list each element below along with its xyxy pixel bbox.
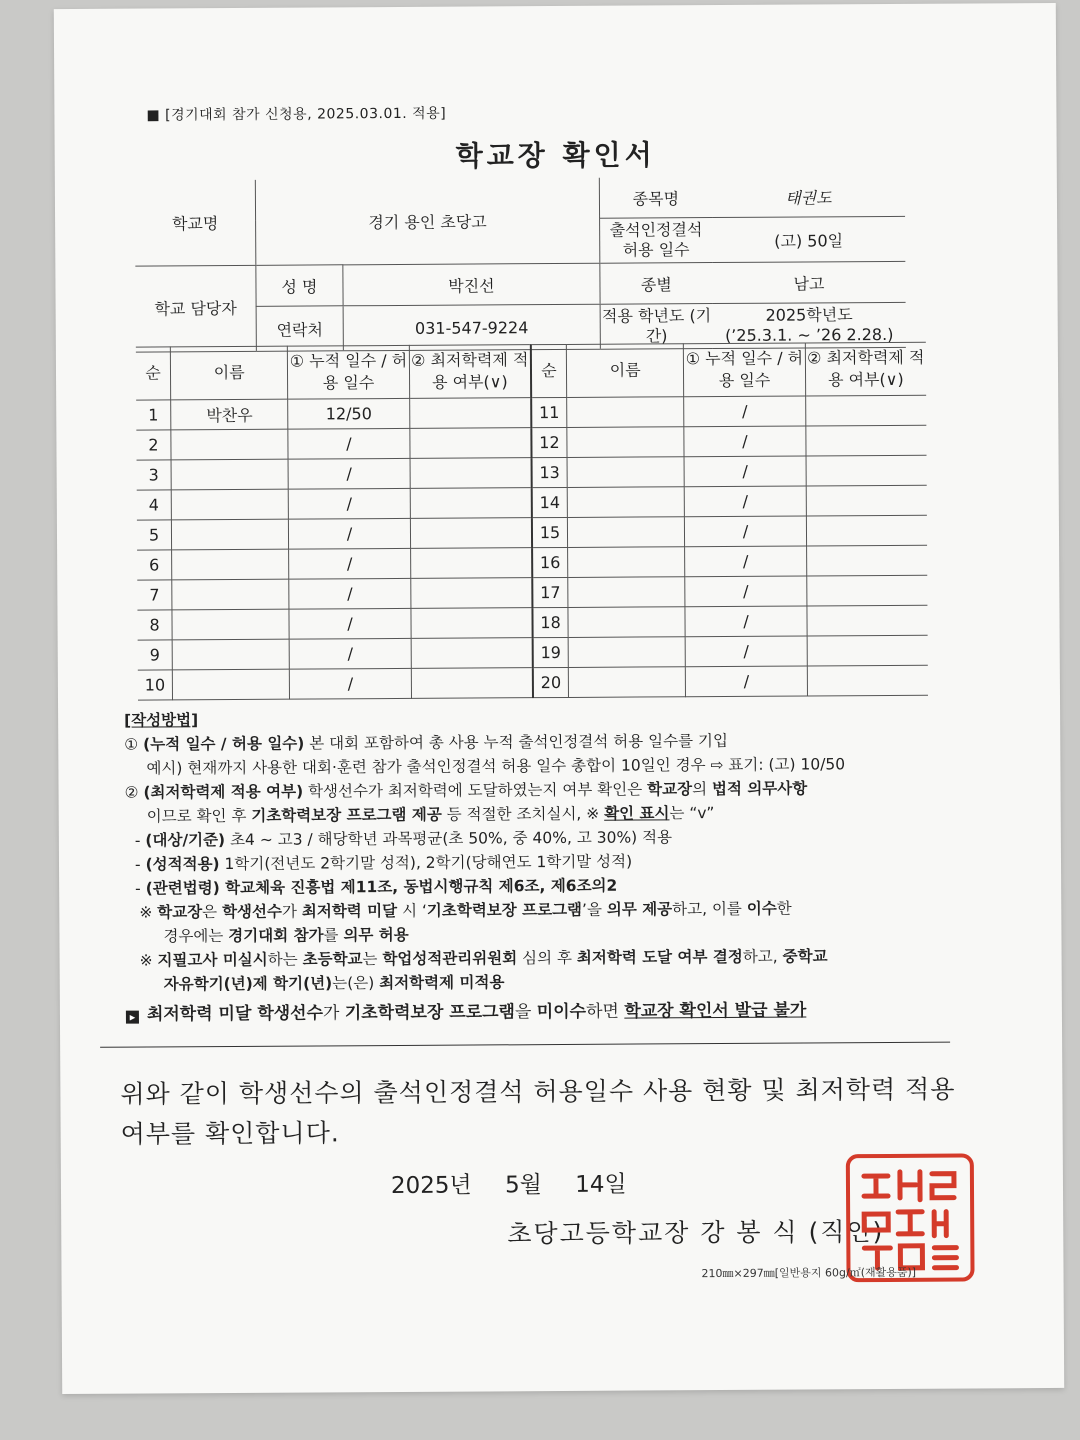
school-info-table xyxy=(135,176,906,353)
row-name xyxy=(171,429,288,460)
event-value: 태권도 xyxy=(712,176,905,218)
table-row xyxy=(136,395,926,430)
row-days: / xyxy=(289,488,410,519)
row-days: / xyxy=(684,426,805,457)
gender-value: 남고 xyxy=(712,261,905,303)
manager-name-value: 박진선 xyxy=(343,263,600,306)
row-no: 2 xyxy=(136,430,171,460)
instruction-text: 는 xyxy=(362,950,383,969)
row-name xyxy=(172,549,289,580)
row-min-check xyxy=(411,608,533,639)
row-min-check xyxy=(806,515,927,546)
row-name xyxy=(567,517,684,548)
row-name xyxy=(567,427,684,458)
row-name: 박찬우 xyxy=(171,399,288,430)
row-no: 3 xyxy=(137,460,172,490)
instruction-text: 1학기(전년도 2학기말 성적), 2학기(당해연도 1학기말 성적) xyxy=(219,852,633,874)
document-title: 학교장 확인서 xyxy=(455,138,656,173)
row-days: / xyxy=(685,606,806,637)
instruction-term: (누적 일수 / 허용 일수) xyxy=(143,734,305,754)
row-days: / xyxy=(288,458,409,489)
row-days: / xyxy=(289,578,410,609)
row-days: / xyxy=(685,486,806,517)
instruction-term: 학교장 xyxy=(647,780,693,799)
instruction-text: 경우에는 xyxy=(163,927,229,946)
row-min-check xyxy=(410,458,532,489)
dash: - xyxy=(134,855,146,874)
row-days: / xyxy=(684,396,805,427)
circled-two: ② xyxy=(124,783,139,802)
instruction-term: (최저학력제 적용 여부) xyxy=(143,782,304,802)
row-name xyxy=(567,487,684,518)
table-row xyxy=(137,545,927,580)
row-no: 14 xyxy=(532,487,568,517)
note-mark: ※ xyxy=(139,903,158,922)
row-no: 5 xyxy=(137,520,172,550)
instruction-text: 는 “v” xyxy=(669,804,715,823)
table-row xyxy=(137,575,927,610)
row-min-check xyxy=(806,485,927,516)
instruction-text: 하면 xyxy=(585,1001,625,1022)
instruction-term: 학교장 확인서 발급 불가 xyxy=(624,1000,807,1022)
instruction-text: 는(은) xyxy=(332,974,380,993)
row-min-check xyxy=(807,605,928,636)
col-days-header: ① 누적 일수 / 허용 일수 xyxy=(684,343,806,397)
row-no: 18 xyxy=(532,607,568,637)
row-no: 16 xyxy=(532,547,568,577)
instruction-term: 경기대회 참가 xyxy=(228,926,324,946)
row-no: 10 xyxy=(138,670,173,700)
col-no-header: 순 xyxy=(531,344,567,397)
row-name xyxy=(171,489,288,520)
row-no: 17 xyxy=(532,577,568,607)
row-name xyxy=(172,609,289,640)
instruction-warning-line xyxy=(126,997,976,1026)
row-min-check xyxy=(806,545,927,576)
row-name xyxy=(172,669,289,700)
col-name-header: 이름 xyxy=(566,344,684,398)
school-year-label: 적용 학년도 (기간) xyxy=(600,304,713,350)
row-name xyxy=(171,459,288,490)
row-name xyxy=(568,667,685,698)
row-min-check xyxy=(410,488,532,519)
instruction-text: 가 xyxy=(322,1003,345,1024)
table-row xyxy=(137,515,927,550)
row-no: 1 xyxy=(136,400,171,430)
instruction-text: ’을 xyxy=(581,900,607,919)
instruction-term: 확인 표시 xyxy=(604,804,670,823)
row-min-check xyxy=(806,575,927,606)
instruction-line xyxy=(126,967,976,996)
instructions-section xyxy=(124,703,976,1026)
circled-one: ① xyxy=(124,735,139,754)
gender-label: 종별 xyxy=(600,263,713,305)
row-name xyxy=(172,639,289,670)
row-no: 7 xyxy=(137,580,172,610)
instruction-text: 을 xyxy=(514,1002,537,1023)
row-name xyxy=(567,397,684,428)
row-name xyxy=(172,579,289,610)
instruction-term: 자유학기(년)제 학기(년) xyxy=(163,974,333,994)
row-no: 20 xyxy=(533,667,569,697)
instruction-term: 최저학력 미달 xyxy=(301,901,398,921)
row-no: 8 xyxy=(137,610,172,640)
row-min-check xyxy=(806,455,927,486)
instructions-title: [작성방법] xyxy=(124,711,199,730)
instruction-term: 미이수 xyxy=(536,1001,587,1023)
instruction-text: 의 xyxy=(691,780,713,799)
row-min-check xyxy=(409,398,531,429)
col-min-header: ② 최저학력제 적용 여부(∨) xyxy=(805,342,926,396)
instruction-term: 기초학력보장 프로그램 xyxy=(426,900,583,920)
note-mark: ※ xyxy=(139,951,158,970)
instruction-text: 학생선수가 최저학력에 도달하였는지 여부 확인은 xyxy=(303,780,648,801)
table-row xyxy=(137,485,927,520)
manager-name-label: 성 명 xyxy=(256,265,343,307)
row-name xyxy=(568,637,685,668)
instruction-text: 초4 ~ 고3 / 해당학년 과목평균(초 50%, 중 40%, 고 30%) 적용 xyxy=(225,828,673,850)
row-min-check xyxy=(410,518,532,549)
row-no: 11 xyxy=(531,397,567,427)
row-no: 13 xyxy=(531,457,567,487)
instruction-term: 법적 의무사항 xyxy=(711,779,808,799)
row-days: / xyxy=(290,638,411,669)
row-days: / xyxy=(289,548,410,579)
row-days: / xyxy=(686,666,807,697)
paper-size-note: 210㎜×297㎜[일반용지 60g/㎡(재활용품)] xyxy=(701,1265,917,1281)
row-days: / xyxy=(685,546,806,577)
instruction-text: 를 xyxy=(323,926,344,945)
row-min-check xyxy=(410,578,532,609)
manager-contact-value: 031-547-9224 xyxy=(343,304,600,351)
section-divider xyxy=(100,1042,950,1048)
row-min-check xyxy=(411,638,533,669)
instruction-term: 중학교 xyxy=(782,947,828,966)
row-days: / xyxy=(685,636,806,667)
instruction-term: (관련법령) 학교체육 진흥법 제11조, 동법시행규칙 제6조, 제6조의2 xyxy=(145,876,618,898)
principal-signature-line: 초당고등학교장 강 봉 식 (직인) xyxy=(507,1217,885,1249)
row-name xyxy=(568,577,685,608)
instruction-term: 기초학력보장 프로그램 xyxy=(344,1002,516,1024)
row-days: / xyxy=(288,428,409,459)
col-name-header: 이름 xyxy=(170,346,288,400)
row-min-check xyxy=(805,395,926,426)
row-name xyxy=(568,547,685,578)
row-days: / xyxy=(684,456,805,487)
table-row xyxy=(137,455,927,490)
row-name xyxy=(568,607,685,638)
row-min-check xyxy=(805,425,926,456)
table-row xyxy=(138,665,928,700)
table-row xyxy=(137,605,927,640)
instruction-term: 기초학력보장 프로그램 제공 xyxy=(251,805,442,825)
instruction-text: 본 대회 포함하여 총 사용 누적 출석인정결석 허용 일수를 기입 xyxy=(304,731,728,753)
instruction-term: 의무 허용 xyxy=(343,925,409,945)
instruction-text: 하고, 이를 xyxy=(672,899,747,919)
instruction-term: 의무 제공 xyxy=(606,900,673,919)
dash: - xyxy=(135,879,146,898)
row-no: 12 xyxy=(531,427,567,457)
row-days: 12/50 xyxy=(288,398,409,429)
instruction-line: 예시) 현재까지 사용한 대회·훈련 참가 출석인정결석 허용 일수 총합이 10일인 경우 ⇨ 표기: (고) 10/50 xyxy=(146,755,846,778)
student-roster-table xyxy=(136,342,928,701)
row-name xyxy=(567,457,684,488)
seal-stamp-icon xyxy=(850,1157,971,1278)
instruction-text: 시 ‘ xyxy=(397,901,427,920)
row-name xyxy=(171,519,288,550)
school-year-period: (’25.3.1. ~ ’26 2.28.) xyxy=(724,324,894,345)
col-no-header: 순 xyxy=(136,347,171,400)
row-min-check xyxy=(807,665,928,696)
instruction-term: (성적적용) xyxy=(145,855,220,874)
row-no: 9 xyxy=(138,640,173,670)
instruction-text: 이므로 확인 후 xyxy=(146,806,252,826)
instruction-term: 지필고사 미실시 xyxy=(157,950,268,970)
instruction-term: (대상/기준) xyxy=(145,831,226,850)
instruction-term: 최저학력 도달 여부 결정 xyxy=(576,947,743,967)
col-days-header: ① 누적 일수 / 허용 일수 xyxy=(288,345,410,399)
instruction-text: 은 xyxy=(202,903,223,922)
confirmation-statement: 위와 같이 학생선수의 출석인정결석 허용일수 사용 현황 및 최저학력 적용 여부를 확인합니다. xyxy=(120,1074,956,1149)
instruction-text: 하고, xyxy=(742,947,783,966)
allowed-days-label: 출석인정결석 허용 일수 xyxy=(599,218,712,264)
table-row xyxy=(136,425,926,460)
row-no: 6 xyxy=(137,550,172,580)
instruction-text: 하는 xyxy=(267,950,303,969)
instruction-term: 최저학력제 미적용 xyxy=(379,973,505,993)
allowed-days-value: (고) 50일 xyxy=(712,216,905,262)
row-min-check xyxy=(410,428,532,459)
instruction-term: 학생선수 xyxy=(221,902,283,922)
event-label: 종목명 xyxy=(599,177,712,218)
instruction-term: 이수 xyxy=(746,899,777,918)
instruction-text: 가 xyxy=(281,902,302,921)
dash: - xyxy=(134,831,146,850)
instruction-text: 등 적절한 조치실시, ※ xyxy=(441,804,605,824)
row-days: / xyxy=(289,518,410,549)
instruction-text: 심의 후 xyxy=(517,948,577,968)
manager-contact-label: 연락처 xyxy=(256,306,343,352)
issue-date: 2025년 5월 14일 xyxy=(390,1171,627,1200)
row-days: / xyxy=(290,668,411,699)
row-no: 4 xyxy=(137,490,172,520)
row-min-check xyxy=(807,635,928,666)
document-page xyxy=(54,3,1064,1394)
instruction-term: 학교장 xyxy=(157,903,203,922)
form-header-note: ■ [경기대회 참가 신청용, 2025.03.01. 적용] xyxy=(146,105,447,124)
school-year-value: 2025학년도 xyxy=(765,305,853,325)
row-days: / xyxy=(685,516,806,547)
instruction-term: 최저학력 미달 학생선수 xyxy=(146,1003,324,1025)
row-no: 15 xyxy=(532,517,568,547)
row-no: 19 xyxy=(533,637,569,667)
row-days: / xyxy=(289,608,410,639)
table-row xyxy=(138,635,928,670)
row-days: / xyxy=(685,576,806,607)
school-manager-label: 학교 담당자 xyxy=(135,265,256,352)
school-name-value: 경기 용인 초당고 xyxy=(255,178,599,266)
arrow-box-icon: ▸ xyxy=(126,1011,139,1024)
row-min-check xyxy=(410,548,532,579)
instruction-term: 학업성적관리위원회 xyxy=(382,949,518,969)
instruction-term: 초등학교 xyxy=(302,950,363,969)
school-name-label: 학교명 xyxy=(135,180,256,266)
instruction-text: 한 xyxy=(776,899,792,918)
col-min-header: ② 최저학력제 적용 여부(∨) xyxy=(409,345,531,399)
row-min-check xyxy=(411,668,533,699)
